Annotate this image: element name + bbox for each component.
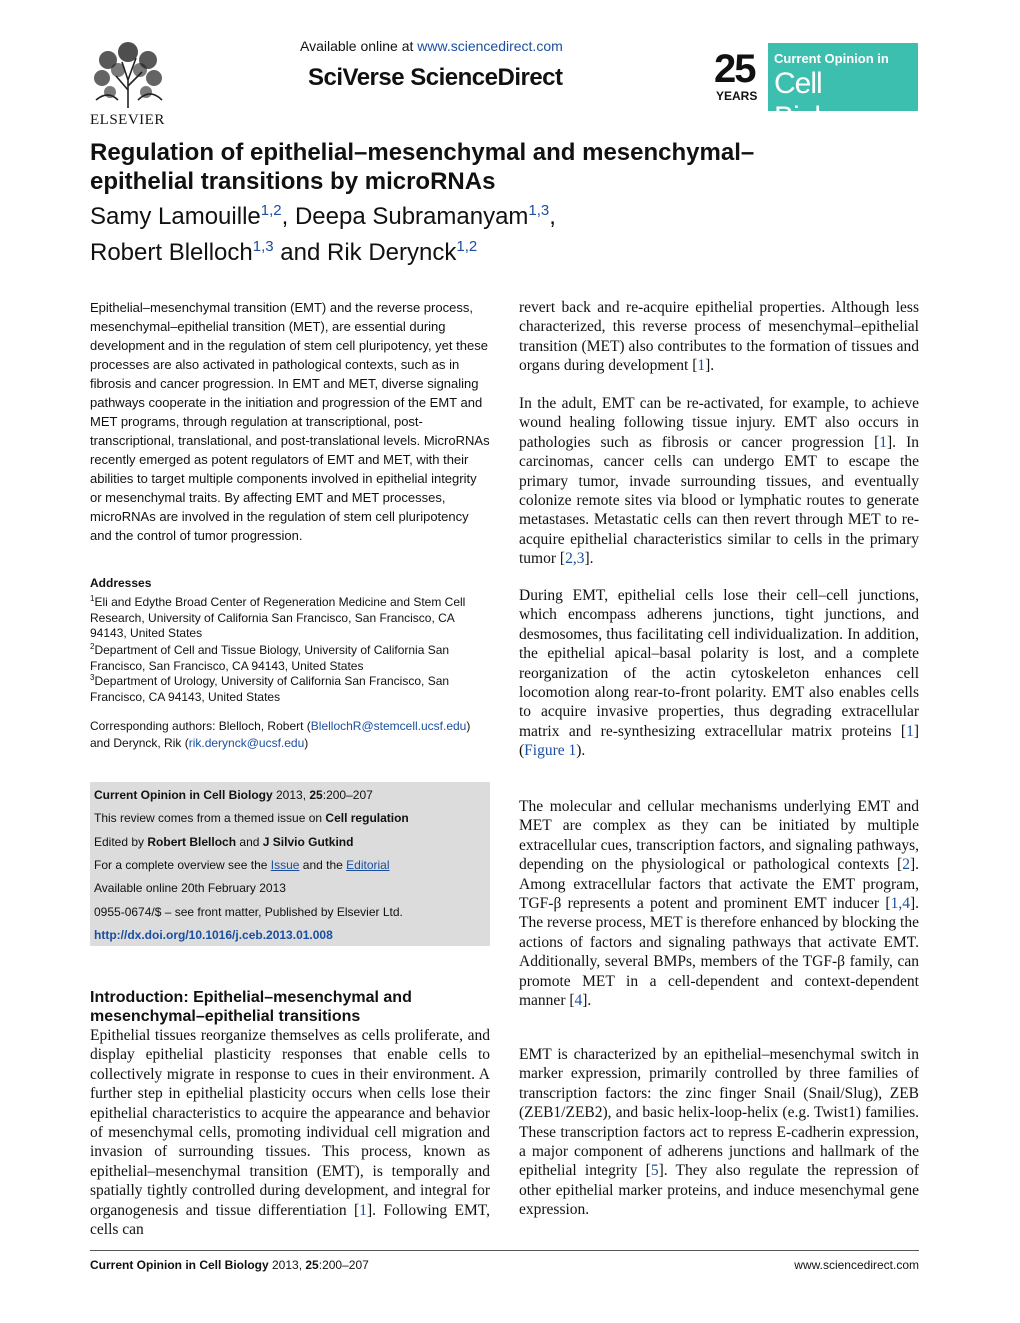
- info-available: Available online 20th February 2013: [94, 881, 286, 895]
- intro-paragraph-1: [90, 1026, 490, 1239]
- address-2: $^2$Department of Cell and Tissue Biology, University of California San Francisco, San Francisco, CA 94143, United States: [90, 642, 450, 673]
- reference-link[interactable]: 1,4: [890, 895, 910, 913]
- info-citation: Current Opinion in Cell Biology 2013, 25:200–207: [94, 788, 373, 802]
- info-overview: For a complete overview see the Issue and the Editorial: [94, 858, 390, 872]
- logo-journal-panel: [768, 43, 918, 134]
- paragraph-text: ]. They also regulate the repression of other epithelial marker proteins, and induce mesenchymal gene expression.: [519, 1162, 919, 1219]
- reference-link[interactable]: 4: [574, 992, 583, 1010]
- address-1: $^1$Eli and Edythe Broad Center of Regeneration Medicine and Stem Cell Research, University of California San Francisco, San Francisco, CA 94143, United States: [90, 594, 466, 641]
- intro-heading: Introduction: Epithelial–mesenchymal and mesenchymal–epithelial transitions: [90, 989, 412, 1025]
- right-paragraph-1: [519, 298, 919, 376]
- address-3: $^3$Department of Urology, University of California San Francisco, San Francisco, CA 94143, United States: [90, 673, 450, 704]
- paragraph-text: ].: [584, 550, 594, 568]
- abstract: Epithelial–mesenchymal transition (EMT) and the reverse process, mesenchymal–epithelial transition (MET), are essential during development and in the regulation of stem cell pluripotency, yet these processes are also activated in pathological contexts, such as in fibrosis and cancer progression. In EMT and MET, diverse signaling pathways cooperate in the initiation and progression of the EMT and MET programs, through regulation at transcriptional, post-transcriptional, translational, and post-translational levels. MicroRNAs recently emerged as potent regulators of EMT and MET, with their abilities to target multiple components involved in epithelial integrity or mesenchymal traits. By affecting EMT and MET processes, microRNAs are involved in the regulation of stem cell pluripotency and the control of tumor progression.: [90, 300, 490, 543]
- right-paragraph-3: [519, 586, 919, 761]
- paragraph-text: Epithelial tissues reorganize themselves as cells proliferate, and display epithelial plasticity responses that enable cells to collectively migrate in response to cues in their environment. A further step in epithelial plasticity occurs when cells lose their epithelial characteristics to acquire the appearance and behavior of mesenchymal cells, promoting individual cell migration and invasion of surrounding tissues. This process, known as epithelial–mesenchymal transition (EMT), is temporally and spatially tightly controlled during development, and integral for organogenesis and tissue differentiation [: [90, 1027, 490, 1219]
- info-themed-issue: This review comes from a themed issue on Cell regulation: [94, 811, 409, 825]
- footer-citation: Current Opinion in Cell Biology 2013, 25:200–207: [90, 1258, 369, 1272]
- paragraph-text: revert back and re-acquire epithelial properties. Although less characterized, this reverse process of mesenchymal–epithelial transition (MET) also contributes to the formation of tissues and organs during development [: [519, 299, 919, 375]
- available-prefix: Available online at: [300, 38, 418, 54]
- paragraph-text: ).: [576, 742, 586, 760]
- editorial-link[interactable]: Editorial: [346, 858, 390, 872]
- info-editors: Edited by Robert Blelloch and J Silvio Gutkind: [94, 835, 354, 849]
- author-name: Rik Derynck: [327, 239, 457, 266]
- logo-years: YEARS: [716, 89, 758, 103]
- author-affiliation[interactable]: 1,3: [528, 202, 550, 219]
- corresponding-authors: Corresponding authors: Blelloch, Robert (BlellochR@stemcell.ucsf.edu) and Derynck, Rik (rik.derynck@ucsf.edu): [90, 719, 471, 750]
- footer-site: www.sciencedirect.com: [794, 1258, 919, 1272]
- paragraph-text: ]. In carcinomas, cancer cells can undergo EMT to escape the primary tumor, invade surrounding tissues, and eventually colonize remote sites via blood or lymphatic routes to generate metastases. Metastatic cells can then revert through MET to re-acquire epithelial characteristics similar to cells in the primary tumor [: [519, 433, 919, 568]
- sciencedirect-link[interactable]: www.sciencedirect.com: [417, 38, 563, 54]
- logo-anniversary: [710, 43, 768, 111]
- author-name: Samy Lamouille: [90, 203, 261, 230]
- author-separator: ,: [281, 203, 295, 230]
- author-name: Robert Blelloch: [90, 239, 253, 266]
- author-separator: ,: [549, 203, 556, 230]
- paragraph-text: ]. The reverse process, MET is therefore enhanced by blocking the actions of factors and signaling pathways that activate EMT. Additionally, several BMPs, members of the TGF-β family, can promote MET in a cell-dependent and context-dependent manner [: [519, 895, 919, 1010]
- paragraph-text: ] (: [519, 722, 919, 760]
- platform-name: SciVerse ScienceDirect: [308, 64, 563, 91]
- info-copyright: 0955-0674/$ – see front matter, Published by Elsevier Ltd.: [94, 905, 403, 919]
- author-list: [90, 196, 810, 268]
- paragraph-text: ]. Following EMT, cells can: [90, 1201, 490, 1239]
- email-derynck-link[interactable]: rik.derynck@ucsf.edu: [188, 736, 305, 750]
- author-affiliation[interactable]: 1,2: [260, 202, 282, 219]
- paragraph-text: ].: [705, 357, 715, 375]
- logo-number: 25: [714, 47, 755, 91]
- reference-link[interactable]: 5: [650, 1162, 659, 1180]
- paragraph-text: ]. Among extracellular factors that activate the EMT program, TGF-β represents a potent and prominent EMT inducer [: [519, 856, 919, 913]
- journal-logo: [710, 43, 918, 134]
- author-affiliation[interactable]: 1,3: [252, 238, 274, 255]
- paragraph-text: ].: [582, 992, 592, 1010]
- footer-divider: [90, 1250, 919, 1251]
- logo-journal-name: Cell Biology: [774, 67, 866, 134]
- paragraph-text: The molecular and cellular mechanisms underlying EMT and MET are complex as they can be initiated by multiple extracellular cues, transcription factors, and signaling pathways, depending on the physiological or pathological contexts [: [519, 798, 919, 874]
- addresses-heading: Addresses: [90, 576, 152, 590]
- author-separator: and: [273, 239, 327, 266]
- reference-link[interactable]: 1: [906, 722, 914, 740]
- reference-link[interactable]: 2,3: [565, 550, 585, 568]
- reference-link[interactable]: 1: [697, 357, 706, 375]
- paragraph-text: During EMT, epithelial cells lose their cell–cell junctions, which encompass adherens junctions, tight junctions, and desmosomes, thus facilitating cell individualization. In addition, the epithelial apical–basal polarity is lost, and a complete reorganization of the actin cytoskeleton enhances cell locomotion along rear-to-front polarity. EMT also enables cells to acquire invasive properties, thus degrading extracellular matrix and re-synthesizing extracellular matrix proteins [: [519, 587, 919, 740]
- article-title: Regulation of epithelial–mesenchymal and mesenchymal–epithelial transitions by microRNAs: [90, 139, 755, 195]
- available-online: [300, 38, 563, 54]
- paragraph-text: In the adult, EMT can be re-activated, for example, to achieve wound healing following tissue injury. EMT also occurs in pathologies such as fibrosis or cancer progression [: [519, 395, 919, 451]
- right-paragraph-4: [519, 797, 919, 1010]
- reference-link[interactable]: Figure 1: [524, 742, 577, 760]
- right-paragraph-5: [519, 1045, 919, 1220]
- author-affiliation[interactable]: 1,2: [456, 238, 478, 255]
- reference-link[interactable]: 1: [879, 433, 888, 451]
- reference-link[interactable]: 2: [902, 856, 910, 874]
- paragraph-text: EMT is characterized by an epithelial–mesenchymal switch in marker expression, primarily controlled by three families of transcription factors: the zinc finger Snail (Snail/Slug), ZEB (ZEB1/ZEB2), and basic helix-loop-helix (e.g. Twist1) families. These transcription factors act to repress E-cadherin expression, a major component of adherens junctions and hallmark of the epithelial integrity [: [519, 1046, 919, 1180]
- logo-journal-top: Current Opinion in: [774, 51, 889, 66]
- doi-link[interactable]: http://dx.doi.org/10.1016/j.ceb.2013.01.008: [94, 928, 333, 942]
- email-blelloch-link[interactable]: BlellochR@stemcell.ucsf.edu: [310, 719, 467, 733]
- issue-link[interactable]: Issue: [270, 858, 300, 872]
- publisher-name: ELSEVIER: [90, 112, 165, 128]
- article-info-box: [90, 782, 490, 946]
- right-paragraph-2: [519, 394, 919, 569]
- author-name: Deepa Subramanyam: [294, 203, 529, 230]
- reference-link[interactable]: 1: [359, 1201, 367, 1219]
